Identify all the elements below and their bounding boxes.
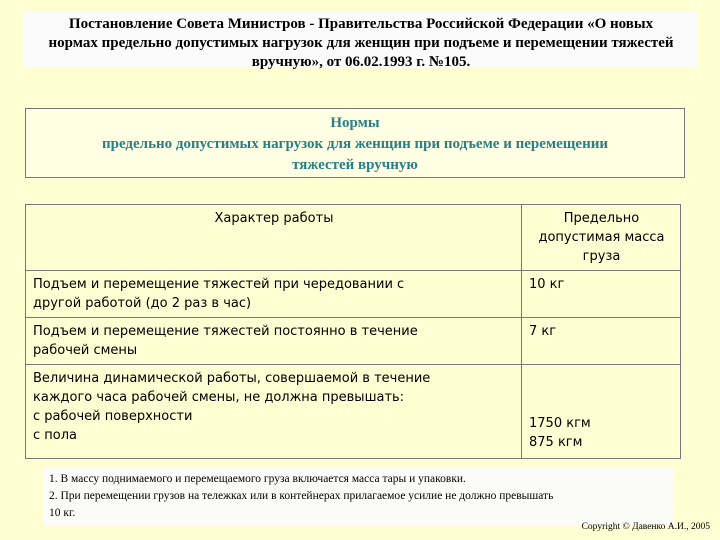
row-work-cell bbox=[26, 318, 522, 365]
title-line: нормах предельно допустимых нагрузок для женщин при подъеме и перемещении тяжестей bbox=[48, 35, 674, 51]
row-mass-cell bbox=[522, 365, 681, 459]
footnote-line: 2. При перемещении грузов на тележках или в контейнерах прилагаемое усилие не должно превышать bbox=[49, 490, 554, 502]
row-work-line: с пола bbox=[33, 428, 78, 443]
row-mass-cell bbox=[522, 271, 681, 318]
row-work-line: Подъем и перемещение тяжестей постоянно в течение bbox=[33, 324, 418, 339]
header-mass bbox=[522, 205, 681, 271]
table-row bbox=[26, 271, 681, 318]
table-row bbox=[26, 365, 681, 459]
row-work-line: Подъем и перемещение тяжестей при чередовании с bbox=[33, 277, 405, 292]
copyright-text: Copyright © Давенко А.И., 2005 bbox=[581, 522, 710, 532]
row-mass-value: 10 кг bbox=[529, 277, 565, 292]
table-row bbox=[26, 318, 681, 365]
heading-line: тяжестей вручную bbox=[292, 157, 418, 173]
title-line: Постановление Совета Министров - Правительства Российской Федерации «О новых bbox=[68, 16, 654, 32]
norms-heading bbox=[25, 108, 685, 178]
header-mass-line: Предельно bbox=[563, 211, 640, 226]
norms-table bbox=[25, 204, 681, 459]
row-work-line: с рабочей поверхности bbox=[33, 409, 193, 424]
header-mass-line: груза bbox=[582, 249, 621, 264]
row-mass-cell bbox=[522, 318, 681, 365]
header-mass-line: допустимая масса bbox=[538, 230, 665, 245]
row-work-line: рабочей смены bbox=[33, 343, 138, 358]
title-line: вручную», от 06.02.1993 г. №105. bbox=[251, 54, 471, 70]
row-work-line: другой работой (до 2 раз в час) bbox=[33, 296, 252, 311]
header-work-label: Характер работы bbox=[214, 211, 334, 226]
heading-line: предельно допустимых нагрузок для женщин при подъеме и перемещении bbox=[101, 136, 609, 152]
table-header-row bbox=[26, 205, 681, 271]
row-mass-value: 7 кг bbox=[529, 324, 557, 339]
row-mass-value: 1750 кгм bbox=[529, 416, 591, 431]
row-work-line: Величина динамической работы, совершаемой в течение bbox=[33, 371, 431, 386]
row-mass-value: 875 кгм bbox=[529, 435, 583, 450]
footnotes bbox=[43, 468, 673, 526]
row-work-line: каждого часа рабочей смены, не должна превышать: bbox=[33, 390, 405, 405]
footnote-line: 1. В массу поднимаемого и перемещаемого груза включается масса тары и упаковки. bbox=[49, 473, 466, 485]
header-work bbox=[26, 205, 522, 271]
document-title bbox=[24, 12, 698, 68]
footnote-line: 10 кг. bbox=[49, 507, 76, 519]
heading-line: Нормы bbox=[330, 115, 380, 131]
row-work-cell bbox=[26, 271, 522, 318]
row-work-cell bbox=[26, 365, 522, 459]
